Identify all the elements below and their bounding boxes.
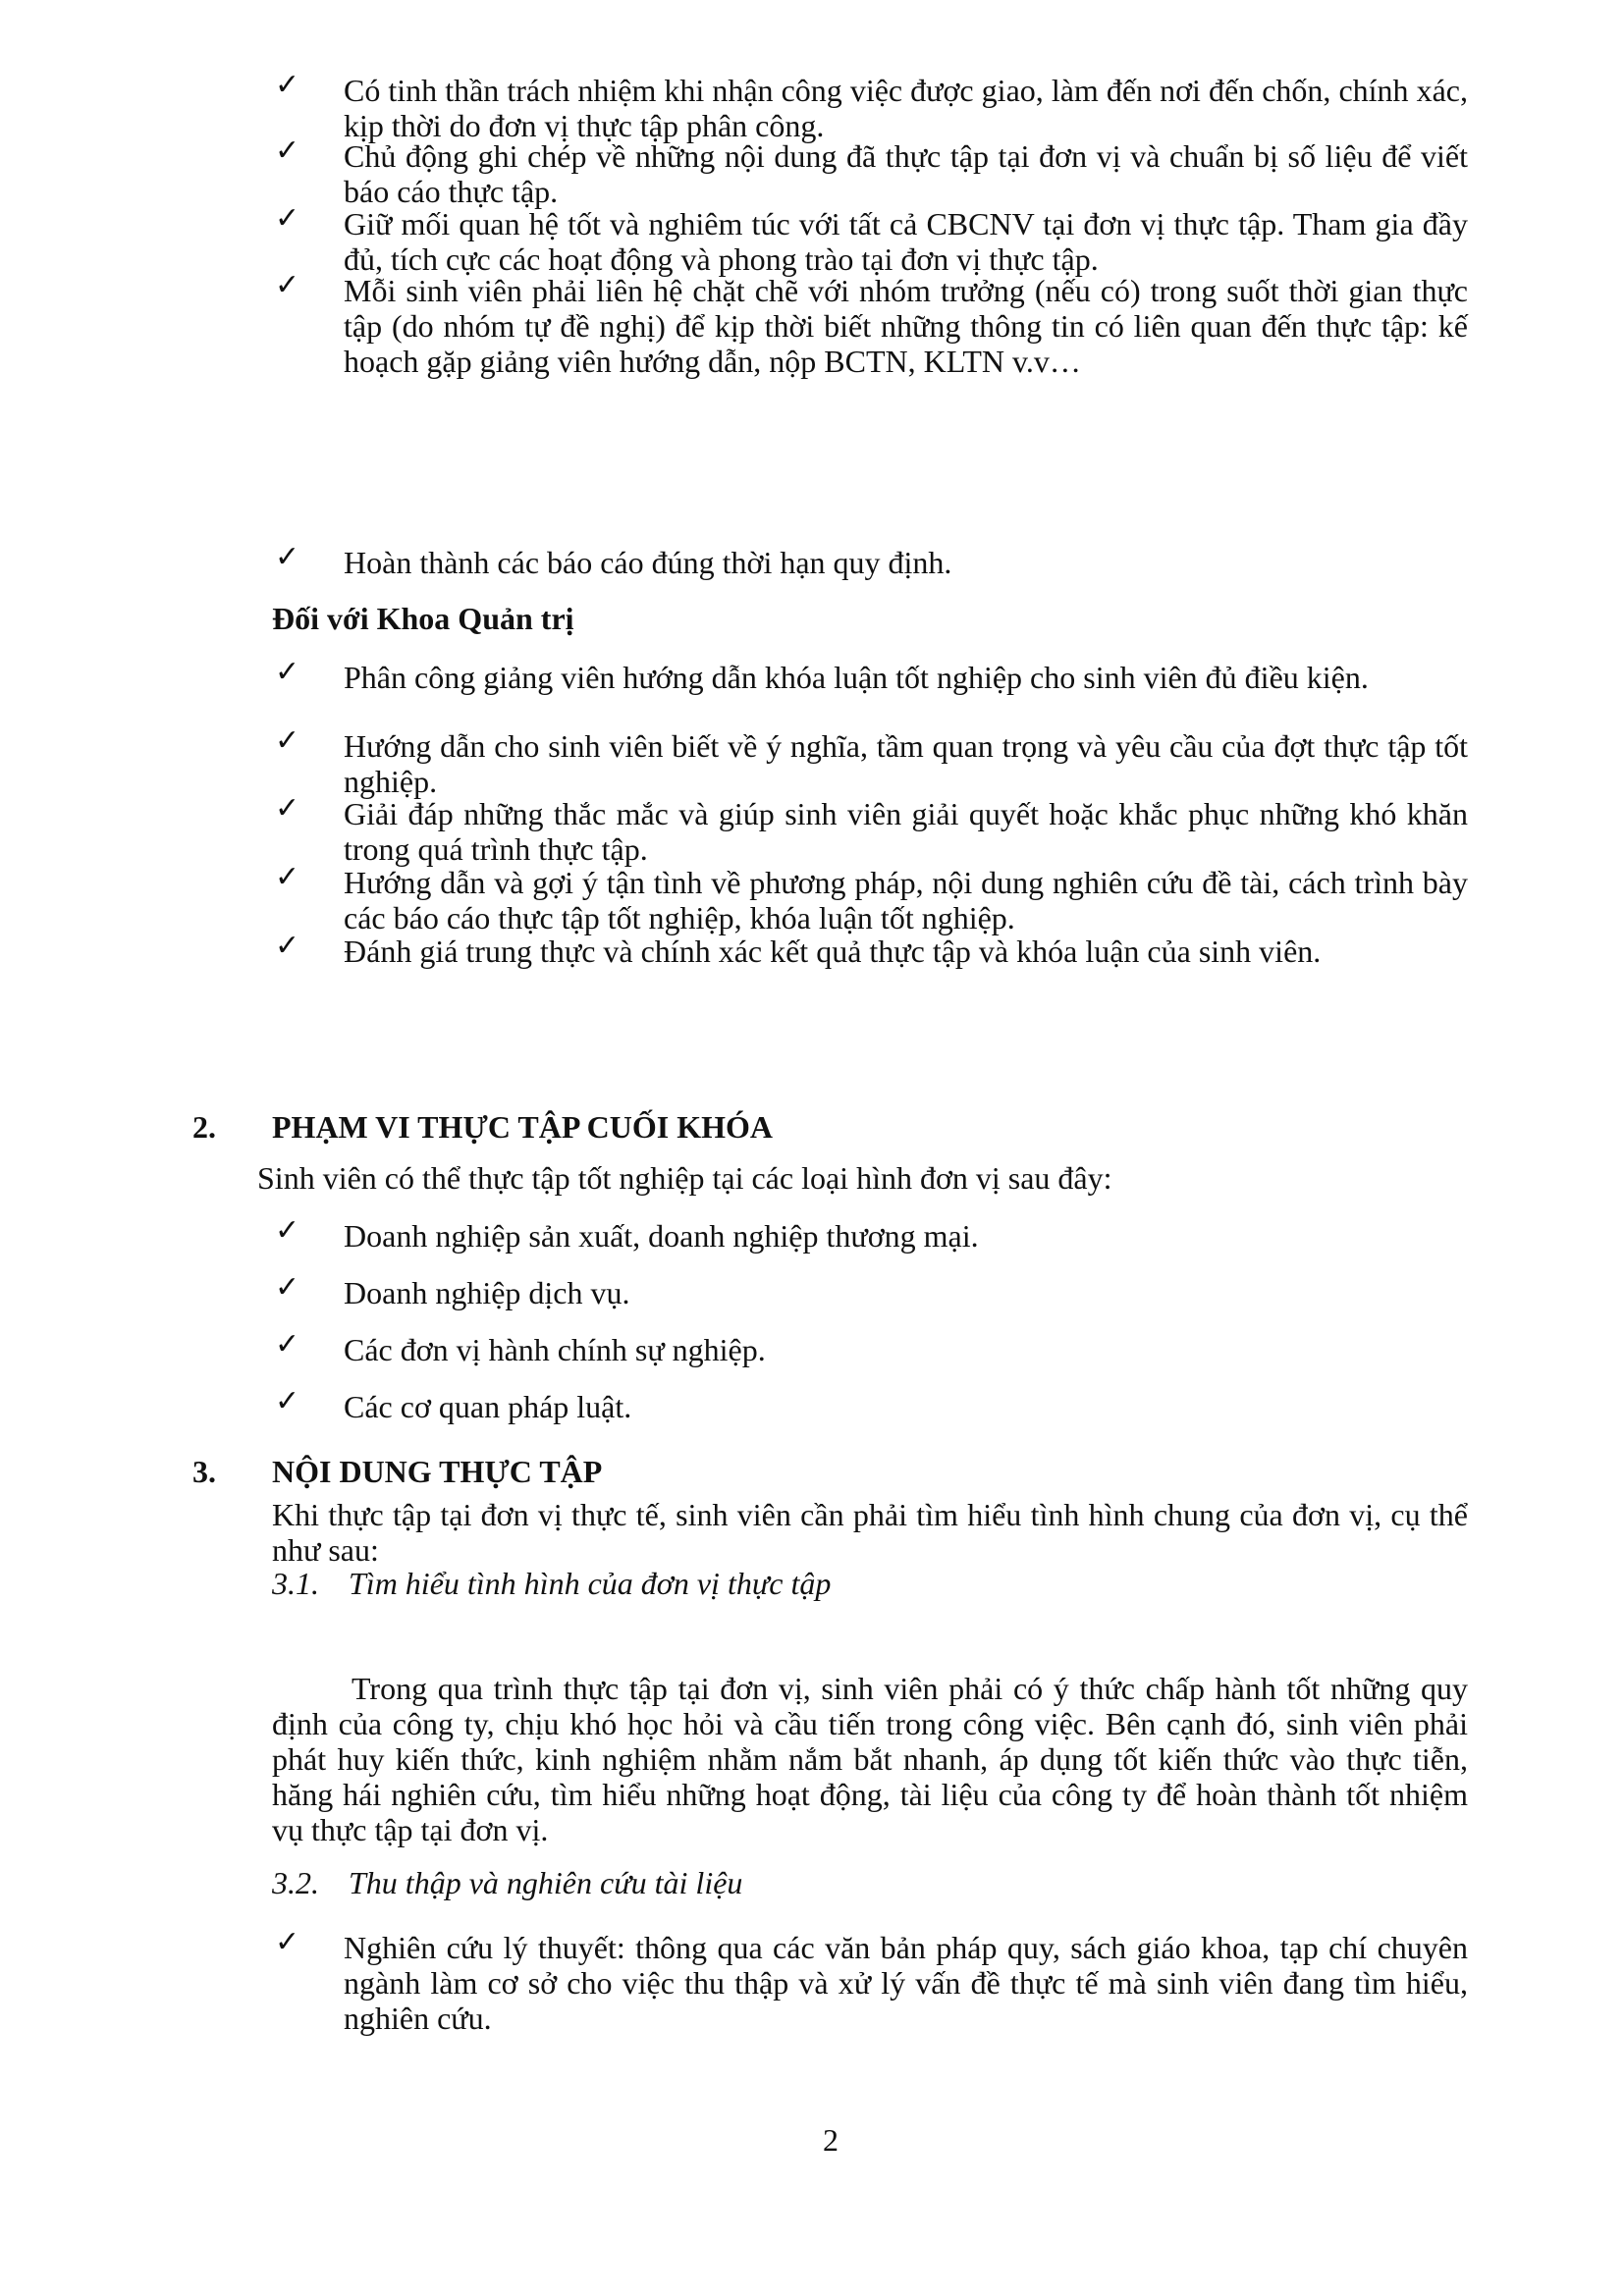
list-item: Các đơn vị hành chính sự nghiệp.: [344, 1332, 766, 1367]
section-title: NỘI DUNG THỰC TẬP: [272, 1454, 603, 1489]
list-item: Hoàn thành các báo cáo đúng thời hạn quy định.: [344, 545, 952, 580]
checkmark-icon: ✓: [275, 791, 300, 826]
checkmark-icon: ✓: [275, 1270, 300, 1305]
subsection-body: Trong qua trình thực tập tại đơn vị, sinh viên phải có ý thức chấp hành tốt những quy định của công ty, chịu khó học hỏi và cầu tiến trong công việc. Bên cạnh đó, sinh viên phải phát huy kiến thức, kinh nghiệm nhằm nắm bắt nhanh, áp dụng tốt kiến thức vào thực tiễn, hăng hái nghiên cứu, tìm hiểu những hoạt động, tài liệu của công ty để hoàn thành tốt nhiệm vụ thực tập tại đơn vị.: [272, 1671, 1468, 1847]
checkmark-icon: ✓: [275, 723, 300, 758]
list-item: Có tinh thần trách nhiệm khi nhận công việc được giao, làm đến nơi đến chốn, chính xác, kịp thời do đơn vị thực tập phân công.: [344, 73, 1468, 143]
list-item: Phân công giảng viên hướng dẫn khóa luận tốt nghiệp cho sinh viên đủ điều kiện.: [344, 660, 1369, 695]
list-item: Doanh nghiệp dịch vụ.: [344, 1275, 630, 1310]
faculty-heading: Đối với Khoa Quản trị: [272, 601, 574, 636]
checkmark-icon: ✓: [275, 133, 300, 168]
list-item: Hướng dẫn cho sinh viên biết về ý nghĩa, tầm quan trọng và yêu cầu của đợt thực tập tốt nghiệp.: [344, 728, 1468, 799]
checkmark-icon: ✓: [275, 1384, 300, 1418]
section-title: PHẠM VI THỰC TẬP CUỐI KHÓA: [272, 1109, 773, 1145]
checkmark-icon: ✓: [275, 860, 300, 894]
list-item: Hướng dẫn và gợi ý tận tình về phương pháp, nội dung nghiên cứu đề tài, cách trình bày các báo cáo thực tập tốt nghiệp, khóa luận tốt nghiệp.: [344, 865, 1468, 935]
list-item: Doanh nghiệp sản xuất, doanh nghiệp thương mại.: [344, 1218, 979, 1254]
page-number: 2: [823, 2122, 839, 2158]
checkmark-icon: ✓: [275, 1925, 300, 1959]
list-item: Mỗi sinh viên phải liên hệ chặt chẽ với nhóm trưởng (nếu có) trong suốt thời gian thực tập (do nhóm tự đề nghị) để kịp thời biết những thông tin có liên quan đến thực tập: kế hoạch gặp giảng viên hướng dẫn, nộp BCTN, KLTN v.v…: [344, 273, 1468, 379]
section-number: 2.: [192, 1109, 216, 1145]
checkmark-icon: ✓: [275, 268, 300, 302]
list-item: Các cơ quan pháp luật.: [344, 1389, 632, 1424]
list-item: Nghiên cứu lý thuyết: thông qua các văn bản pháp quy, sách giáo khoa, tạp chí chuyên ngành làm cơ sở cho việc thu thập và xử lý vấn đề thực tế mà sinh viên đang tìm hiểu, nghiên cứu.: [344, 1930, 1468, 2036]
checkmark-icon: ✓: [275, 68, 300, 102]
section-intro: Sinh viên có thể thực tập tốt nghiệp tại các loại hình đơn vị sau đây:: [257, 1160, 1112, 1196]
checkmark-icon: ✓: [275, 655, 300, 689]
checkmark-icon: ✓: [275, 1213, 300, 1248]
section-number: 3.: [192, 1454, 216, 1489]
list-item: Giải đáp những thắc mắc và giúp sinh viên giải quyết hoặc khắc phục những khó khăn trong quá trình thực tập.: [344, 796, 1468, 867]
section-intro: Khi thực tập tại đơn vị thực tế, sinh viên cần phải tìm hiểu tình hình chung của đơn vị, cụ thể như sau:: [272, 1497, 1468, 1568]
checkmark-icon: ✓: [275, 540, 300, 574]
list-item: Chủ động ghi chép về những nội dung đã thực tập tại đơn vị và chuẩn bị số liệu để viết báo cáo thực tập.: [344, 138, 1468, 209]
subsection-title: Tìm hiểu tình hình của đơn vị thực tập: [349, 1566, 832, 1601]
checkmark-icon: ✓: [275, 929, 300, 963]
subsection-title: Thu thập và nghiên cứu tài liệu: [349, 1865, 743, 1900]
subsection-number: 3.1.: [272, 1566, 319, 1601]
list-item: Đánh giá trung thực và chính xác kết quả thực tập và khóa luận của sinh viên.: [344, 934, 1322, 969]
checkmark-icon: ✓: [275, 201, 300, 236]
subsection-number: 3.2.: [272, 1865, 319, 1900]
list-item: Giữ mối quan hệ tốt và nghiêm túc với tất cả CBCNV tại đơn vị thực tập. Tham gia đầy đủ, tích cực các hoạt động và phong trào tại đơn vị thực tập.: [344, 206, 1468, 277]
checkmark-icon: ✓: [275, 1327, 300, 1362]
